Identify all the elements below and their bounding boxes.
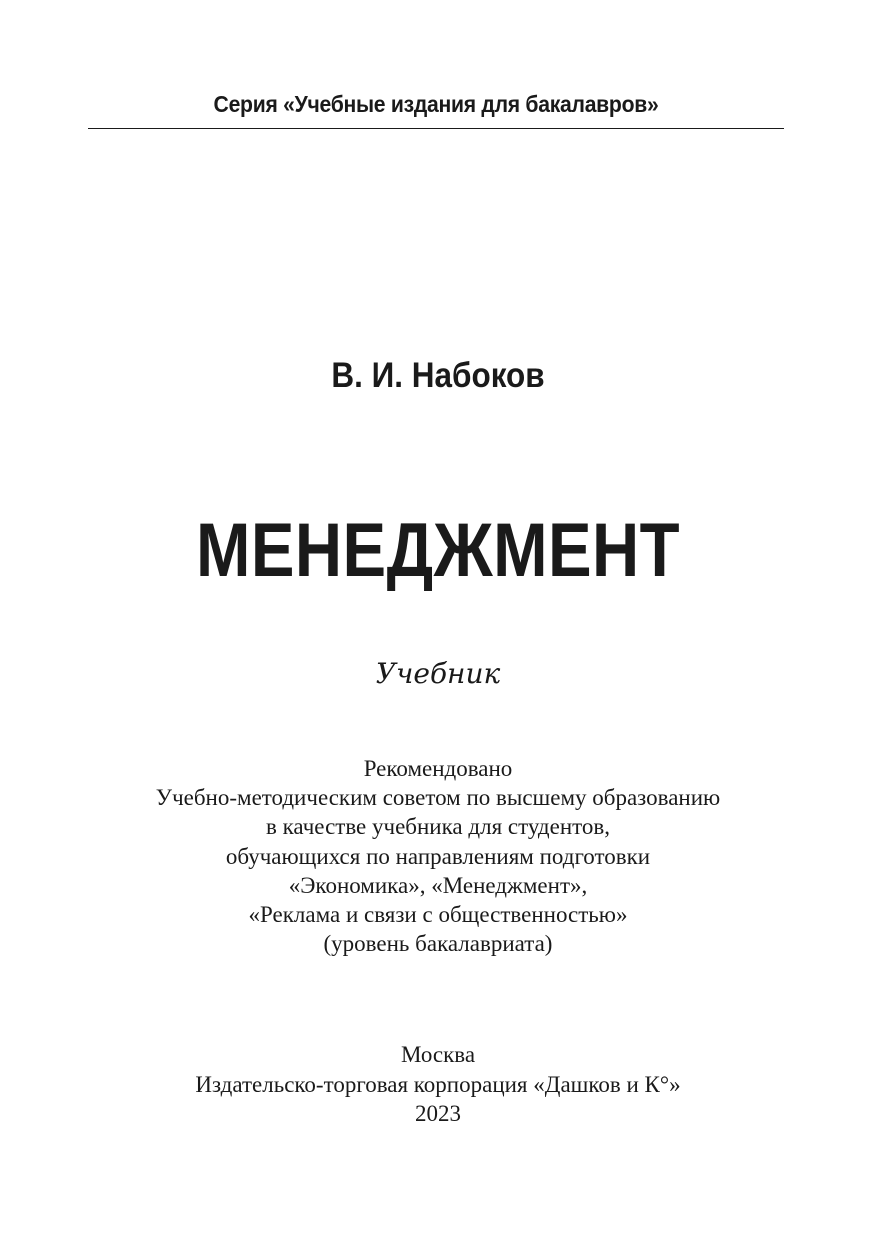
author-name: В. И. Набоков [331, 356, 545, 395]
recommendation-line: «Реклама и связи с общественностью» [248, 902, 628, 928]
recommendation-line: «Экономика», «Менеджмент», [288, 872, 588, 898]
recommendation-line: в качестве учебника для студентов, [266, 814, 610, 840]
recommendation-line: обучающихся по направлениям подготовки [225, 843, 651, 869]
recommendation-line: Учебно-методическим советом по высшему образованию [155, 785, 721, 811]
recommendation-block [60, 754, 816, 958]
recommendation-line: Рекомендовано [363, 756, 513, 781]
header-divider [88, 128, 784, 129]
book-title: МЕНЕДЖМЕНТ [196, 508, 680, 593]
series-title: Серия «Учебные издания для бакалавров» [213, 91, 659, 117]
imprint-publisher: Издательско-торговая корпорация «Дашков и К°» [195, 1071, 681, 1097]
recommendation-line: (уровень бакалавриата) [323, 931, 553, 957]
imprint-year: 2023 [415, 1101, 461, 1126]
book-subtitle: Учебник [375, 657, 501, 690]
imprint-city: Москва [400, 1042, 476, 1067]
imprint-block [60, 1040, 816, 1129]
